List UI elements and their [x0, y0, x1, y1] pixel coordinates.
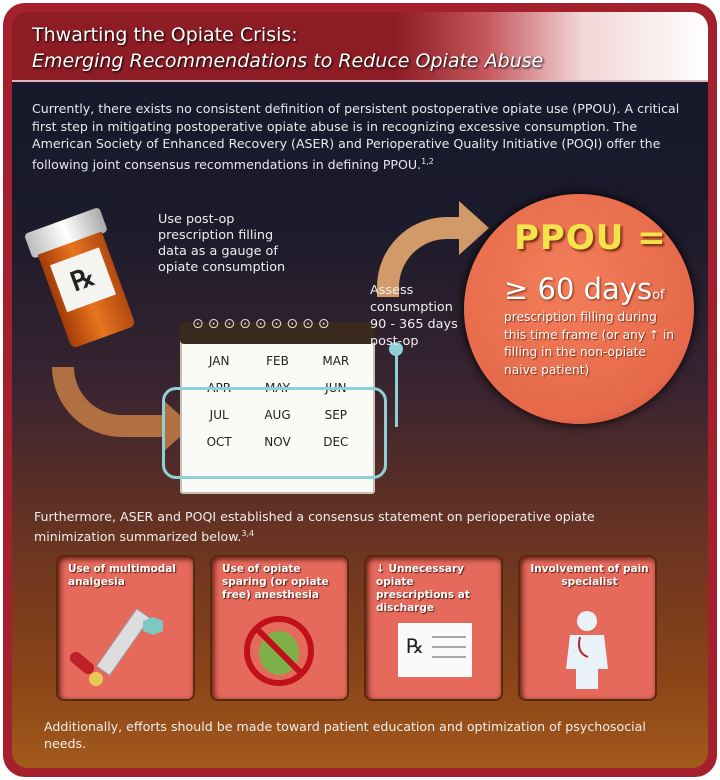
calendar-month: JUN: [325, 381, 347, 395]
calendar-month: APR: [207, 381, 232, 395]
intro-text: [32, 100, 692, 173]
use-line: prescription filling: [158, 228, 274, 243]
calendar-month: DEC: [323, 435, 349, 449]
card-title: Involvement of pain specialist: [530, 563, 649, 588]
calendar-month: MAR: [322, 354, 350, 368]
doctor-icon: [520, 609, 655, 689]
use-line: data as a gauge of: [158, 244, 278, 259]
syringe-pills-icon: [58, 609, 193, 689]
infographic-panel: [12, 12, 708, 768]
further-text: [34, 508, 674, 545]
calendar-month: AUG: [264, 408, 291, 422]
ppou-title: PPOU =: [514, 218, 667, 258]
intro-ref: 1,2: [421, 156, 434, 166]
ppou-days: [504, 272, 665, 306]
calendar-month: OCT: [206, 435, 232, 449]
use-line: opiate consumption: [158, 260, 286, 275]
assess-line: 90 - 365 days: [370, 317, 458, 332]
rx-label: ℞: [50, 247, 116, 312]
header: [12, 12, 708, 82]
card-title: Use of opiate sparing (or opiate free) anesthesia: [222, 563, 329, 601]
pill-bottle-icon: [24, 207, 140, 347]
assess-line: post-op: [370, 334, 419, 349]
card-title: ↓ Unnecessary opiate prescriptions at discharge: [376, 563, 470, 614]
calendar-month: FEB: [266, 354, 289, 368]
further-ref: 3,4: [241, 529, 255, 538]
assess-text: [370, 282, 458, 350]
card-unnecessary-prescriptions: [366, 557, 501, 699]
use-line: Use post-op: [158, 212, 235, 227]
calendar-icon: ⊙⊙⊙⊙⊙⊙⊙⊙⊙ JAN FEB MAR APR MAY JUN JUL AUG SEP OCT NOV DEC: [180, 334, 375, 494]
days-value: ≥ 60 days: [504, 272, 653, 306]
ppou-description: prescription filling during this time frame (or any ↑ in filling in the non-opiate naive patient): [504, 310, 675, 377]
calendar-month: JUL: [209, 408, 229, 422]
calendar-month: SEP: [324, 408, 348, 422]
title: Thwarting the Opiate Crisis:: [32, 24, 298, 46]
calendar-highlight: [162, 387, 387, 479]
prescription-icon: [366, 609, 501, 689]
subtitle: Emerging Recommendations to Reduce Opiate Abuse: [32, 50, 544, 72]
rx-symbol: ℞: [406, 634, 424, 658]
calendar-month: NOV: [264, 435, 291, 449]
connector-line: [395, 347, 398, 427]
days-of: of: [652, 288, 665, 303]
final-text: Additionally, efforts should be made toward patient education and optimization of psychosocial needs.: [44, 719, 646, 751]
card-opiate-sparing: [212, 557, 347, 699]
use-text: [158, 212, 285, 276]
intro-body: Currently, there exists no consistent definition of persistent postoperative opiate use (PPOU). A critical first step in mitigating postoperative opiate abuse is in recognizing excessive consumption. The American Society of Enhanced Recovery (ASER) and Perioperative Quality Initiative (POQI) offer the following joint consensus recommendations in defining PPOU.: [32, 101, 680, 172]
card-title: Use of multimodal analgesia: [68, 563, 176, 588]
card-multimodal-analgesia: [58, 557, 193, 699]
ppou-definition-circle: [464, 194, 694, 424]
no-poppy-icon: [212, 609, 347, 689]
assess-line: Assess: [370, 283, 414, 298]
further-body: Furthermore, ASER and POQI established a consensus statement on perioperative opiate minimization summarized below.: [34, 509, 595, 545]
calendar-month: MAY: [265, 381, 290, 395]
card-pain-specialist: [520, 557, 655, 699]
curved-arrow-icon: [52, 367, 162, 437]
calendar-month: JAN: [208, 354, 230, 368]
assess-line: consumption: [370, 300, 453, 315]
